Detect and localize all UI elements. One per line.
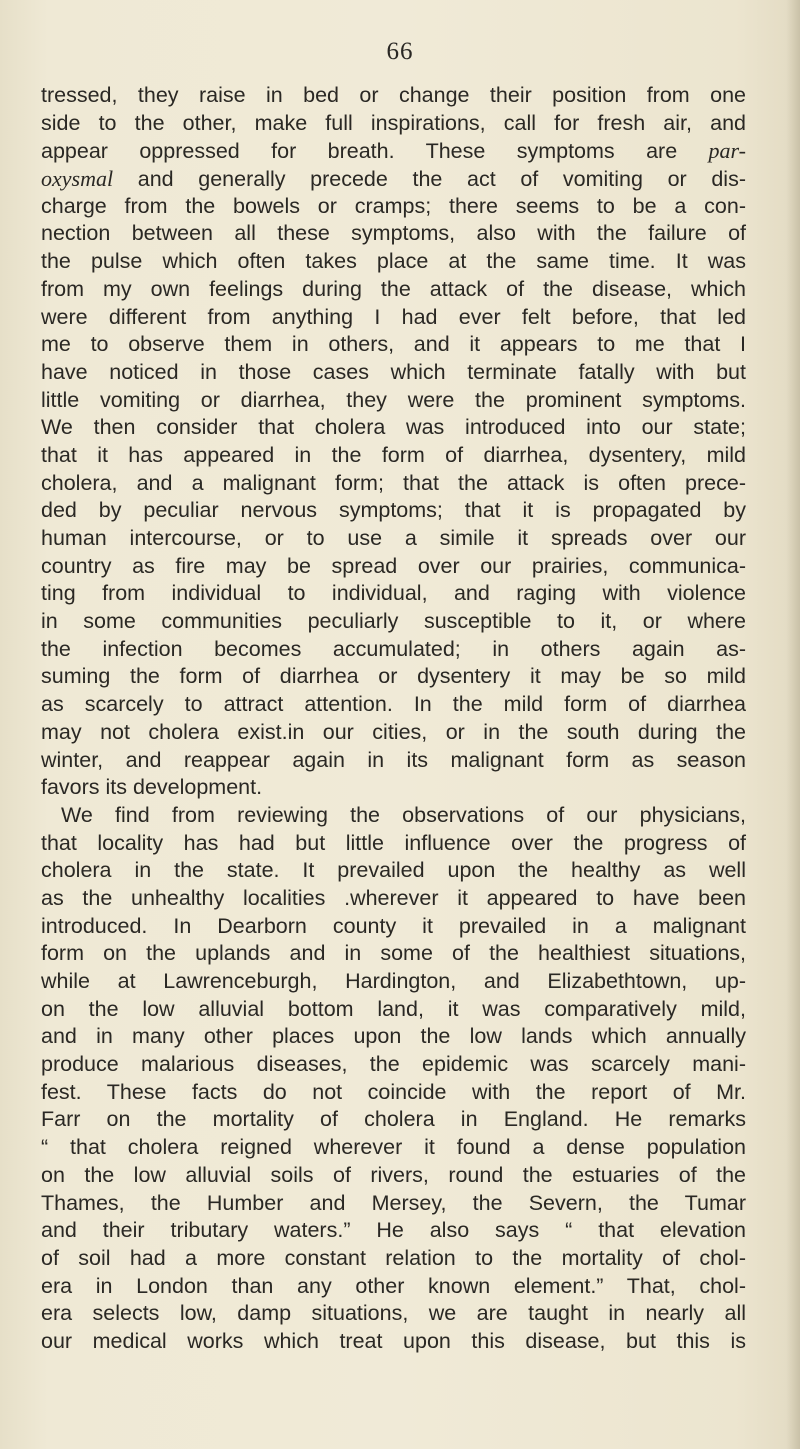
page-number: 66 (386, 38, 414, 65)
text-line: cholera in the state. It prevailed upon the healthy as well (41, 858, 746, 883)
text-line: on the low alluvial bottom land, it was comparatively mild, (41, 996, 746, 1021)
text-line: form on the uplands and in some of the healthiest situations, (41, 941, 746, 966)
text-line: introduced. In Dearborn county it prevailed in a malignant (41, 913, 746, 938)
text-line: nection between all these symptoms, also with the failure of (41, 221, 746, 246)
text-line: from my own feelings during the attack of the disease, which (41, 276, 746, 301)
text-line: were different from anything I had ever felt before, that led (41, 304, 746, 329)
text-segment: and generally precede the act of vomiting or dis- (113, 167, 746, 192)
text-line (41, 165, 746, 193)
body-text (41, 82, 746, 1356)
text-line: and their tributary waters.” He also says “ that elevation (41, 1218, 746, 1243)
text-line: charge from the bowels or cramps; there seems to be a con- (41, 193, 746, 218)
text-line: “ that cholera reigned wherever it found a dense population (41, 1135, 746, 1160)
text-line: the pulse which often takes place at the same time. It was (41, 249, 746, 274)
text-line: that it has appeared in the form of diarrhea, dysentery, mild (41, 442, 746, 467)
page-edge-shadow (786, 0, 800, 1449)
text-line: Farr on the mortality of cholera in England. He remarks (41, 1107, 746, 1132)
text-line: fest. These facts do not coincide with the report of Mr. (41, 1079, 746, 1104)
text-line: human intercourse, or to use a simile it spreads over our (41, 526, 746, 550)
text-line: cholera, and a malignant form; that the attack is often prece- (41, 470, 746, 495)
text-line: winter, and reappear again in its malignant form as season (41, 747, 746, 772)
text-line: and in many other places upon the low lands which annually (41, 1024, 746, 1049)
text-line: as scarcely to attract attention. In the mild form of diarrhea (41, 692, 746, 717)
text-line: the infection becomes accumulated; in others again as- (41, 636, 746, 661)
text-line: have noticed in those cases which terminate fatally with but (41, 359, 746, 384)
text-line: We find from reviewing the observations of our physicians, (61, 802, 746, 827)
text-line: that locality has had but little influence over the progress of (41, 830, 746, 855)
text-line: We then consider that cholera was introduced into our state; (41, 415, 746, 440)
text-line: tressed, they raise in bed or change their position from one (41, 83, 746, 107)
text-line: little vomiting or diarrhea, they were the prominent symptoms. (41, 387, 746, 412)
text-line: ded by peculiar nervous symptoms; that it is propagated by (41, 498, 746, 523)
text-line: ting from individual to individual, and raging with violence (41, 581, 746, 606)
italic-word: oxysmal (41, 166, 114, 192)
text-line: may not cholera exist.in our cities, or in the south during the (41, 719, 746, 744)
text-line: as the unhealthy localities .wherever it appeared to have been (41, 885, 746, 910)
text-line: our medical works which treat upon this disease, but this is (41, 1328, 746, 1353)
text-line: produce malarious diseases, the epidemic was scarcely mani- (41, 1052, 746, 1077)
text-line: era selects low, damp situations, we are taught in nearly all (41, 1301, 746, 1326)
text-line: side to the other, make full inspirations, call for fresh air, and (41, 110, 746, 135)
text-line: me to observe them in others, and it appears to me that I (41, 332, 746, 357)
text-line: Thames, the Humber and Mersey, the Severn, the Tumar (41, 1190, 746, 1215)
text-line: suming the form of diarrhea or dysentery it may be so mild (41, 664, 746, 689)
text-line: on the low alluvial soils of rivers, round the estuaries of the (41, 1162, 746, 1187)
text-line: while at Lawrenceburgh, Hardington, and Elizabethtown, up- (41, 969, 746, 993)
text-segment: appear oppressed for breath. These symptoms are (41, 139, 709, 164)
text-line: in some communities peculiarly susceptible to it, or where (41, 609, 746, 634)
text-line: favors its development. (41, 775, 263, 800)
text-line: era in London than any other known element.” That, chol- (41, 1273, 746, 1298)
italic-word: par- (708, 138, 746, 164)
text-line: country as fire may be spread over our prairies, communica- (41, 553, 746, 578)
text-line: of soil had a more constant relation to the mortality of chol- (41, 1245, 746, 1270)
text-line (41, 137, 746, 165)
